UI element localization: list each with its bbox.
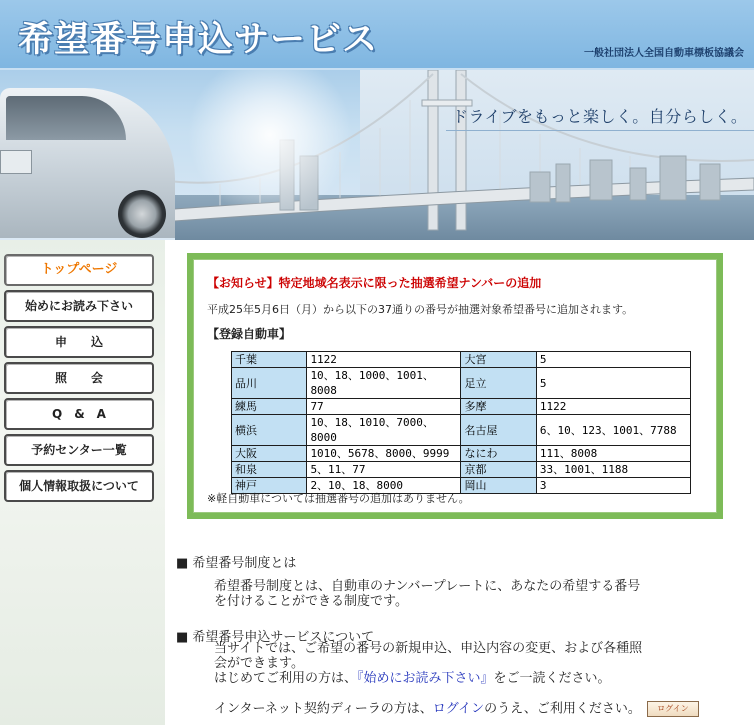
organization-name: 一般社団法人全国自動車標板協議会 [584,48,744,59]
table-row [232,462,691,478]
first-time-text-end: をご一読ください。 [493,671,611,686]
table-cell-numbers: 5 [536,352,690,368]
table-cell-area: 京都 [461,462,536,478]
system-desc-line2: を付けることができる制度です。 [214,594,408,609]
table-cell-numbers: 10、18、1010、7000、8000 [307,415,461,446]
table-cell-area: 神戸 [232,478,307,494]
table-cell-area: 練馬 [232,399,307,415]
nav-apply[interactable]: 申 込 [4,326,154,358]
table-row [232,352,691,368]
section-body-service [214,641,699,717]
notice-text: 平成25年5月6日（月）から以下の37通りの番号が抽選対象希望番号に追加されます。 [207,303,634,316]
tagline-divider [446,130,754,131]
nav-reservation-centers[interactable]: 予約センター一覧 [4,434,154,466]
notice-subtitle: 【登録自動車】 [207,327,292,341]
dealer-text: インターネット契約ディーラの方は、 [214,701,433,717]
table-cell-numbers: 111、8008 [536,446,690,462]
section-body-system [214,579,640,609]
table-cell-numbers: 33、1001、1188 [536,462,690,478]
service-desc-line4 [214,701,699,717]
service-desc-line3 [214,671,699,686]
login-link[interactable]: ログイン [432,701,485,717]
notice-box [187,253,723,519]
first-time-text: はじめてご利用の方は、 [214,671,358,686]
nav-faq[interactable]: Q & A [4,398,154,430]
table-cell-area: 名古屋 [461,415,536,446]
login-button[interactable]: ログイン [647,701,699,717]
nav-top-page[interactable]: トップページ [4,254,154,286]
spacer [214,686,699,701]
table-cell-area: 和泉 [232,462,307,478]
system-desc-line1: 希望番号制度とは、自動車のナンバープレートに、あなたの希望する番号 [214,579,641,594]
table-cell-numbers: 10、18、1000、1001、8008 [307,368,461,399]
table-cell-numbers: 5、11、77 [307,462,461,478]
nav-privacy[interactable]: 個人情報取扱について [4,470,154,502]
car-wheel [118,190,166,238]
table-cell-numbers: 1122 [307,352,461,368]
table-cell-numbers: 1010、5678、8000、9999 [307,446,461,462]
nav-inquiry[interactable]: 照 会 [4,362,154,394]
table-cell-area: 横浜 [232,415,307,446]
table-row [232,415,691,446]
header-banner [0,0,754,240]
table-cell-area: 岡山 [461,478,536,494]
table-row [232,399,691,415]
car-headlight [0,150,32,174]
banner-sunlight [180,60,360,210]
table-cell-area: 足立 [461,368,536,399]
table-cell-area: 大宮 [461,352,536,368]
table-cell-numbers: 6、10、123、1001、7788 [536,415,690,446]
table-cell-numbers: 5 [536,368,690,399]
tagline: ドライブをもっと楽しく。自分らしく。 [452,107,748,126]
table-cell-numbers: 77 [307,399,461,415]
site-title: 希望番号申込サービス [18,20,379,60]
table-cell-numbers: 2、10、18、8000 [307,478,461,494]
notice-title: 【お知らせ】特定地域名表示に限った抽選希望ナンバーの追加 [207,276,542,290]
table-row [232,446,691,462]
section-heading-system: ■ 希望番号制度とは [176,556,297,571]
table-cell-area: 多摩 [461,399,536,415]
notice-footnote: ※軽自動車については抽選番号の追加はありません。 [207,492,470,505]
service-desc-line2: 会ができます。 [214,656,304,671]
sidebar-nav [4,254,155,506]
plate-number-table [231,351,691,494]
section-heading-service: ■ 希望番号申込サービスについて [176,630,375,645]
service-desc-line1: 当サイトでは、ご希望の番号の新規申込、申込内容の変更、および各種照 [214,641,643,656]
table-cell-area: 品川 [232,368,307,399]
nav-read-first[interactable]: 始めにお読み下さい [4,290,154,322]
read-first-link[interactable]: 『始めにお読み下さい』 [357,671,494,686]
dealer-text-end: のうえ、ご利用ください。 [484,701,641,717]
table-cell-numbers: 1122 [536,399,690,415]
table-cell-numbers: 3 [536,478,690,494]
table-row [232,368,691,399]
table-cell-area: 大阪 [232,446,307,462]
table-cell-area: 千葉 [232,352,307,368]
table-cell-area: なにわ [461,446,536,462]
